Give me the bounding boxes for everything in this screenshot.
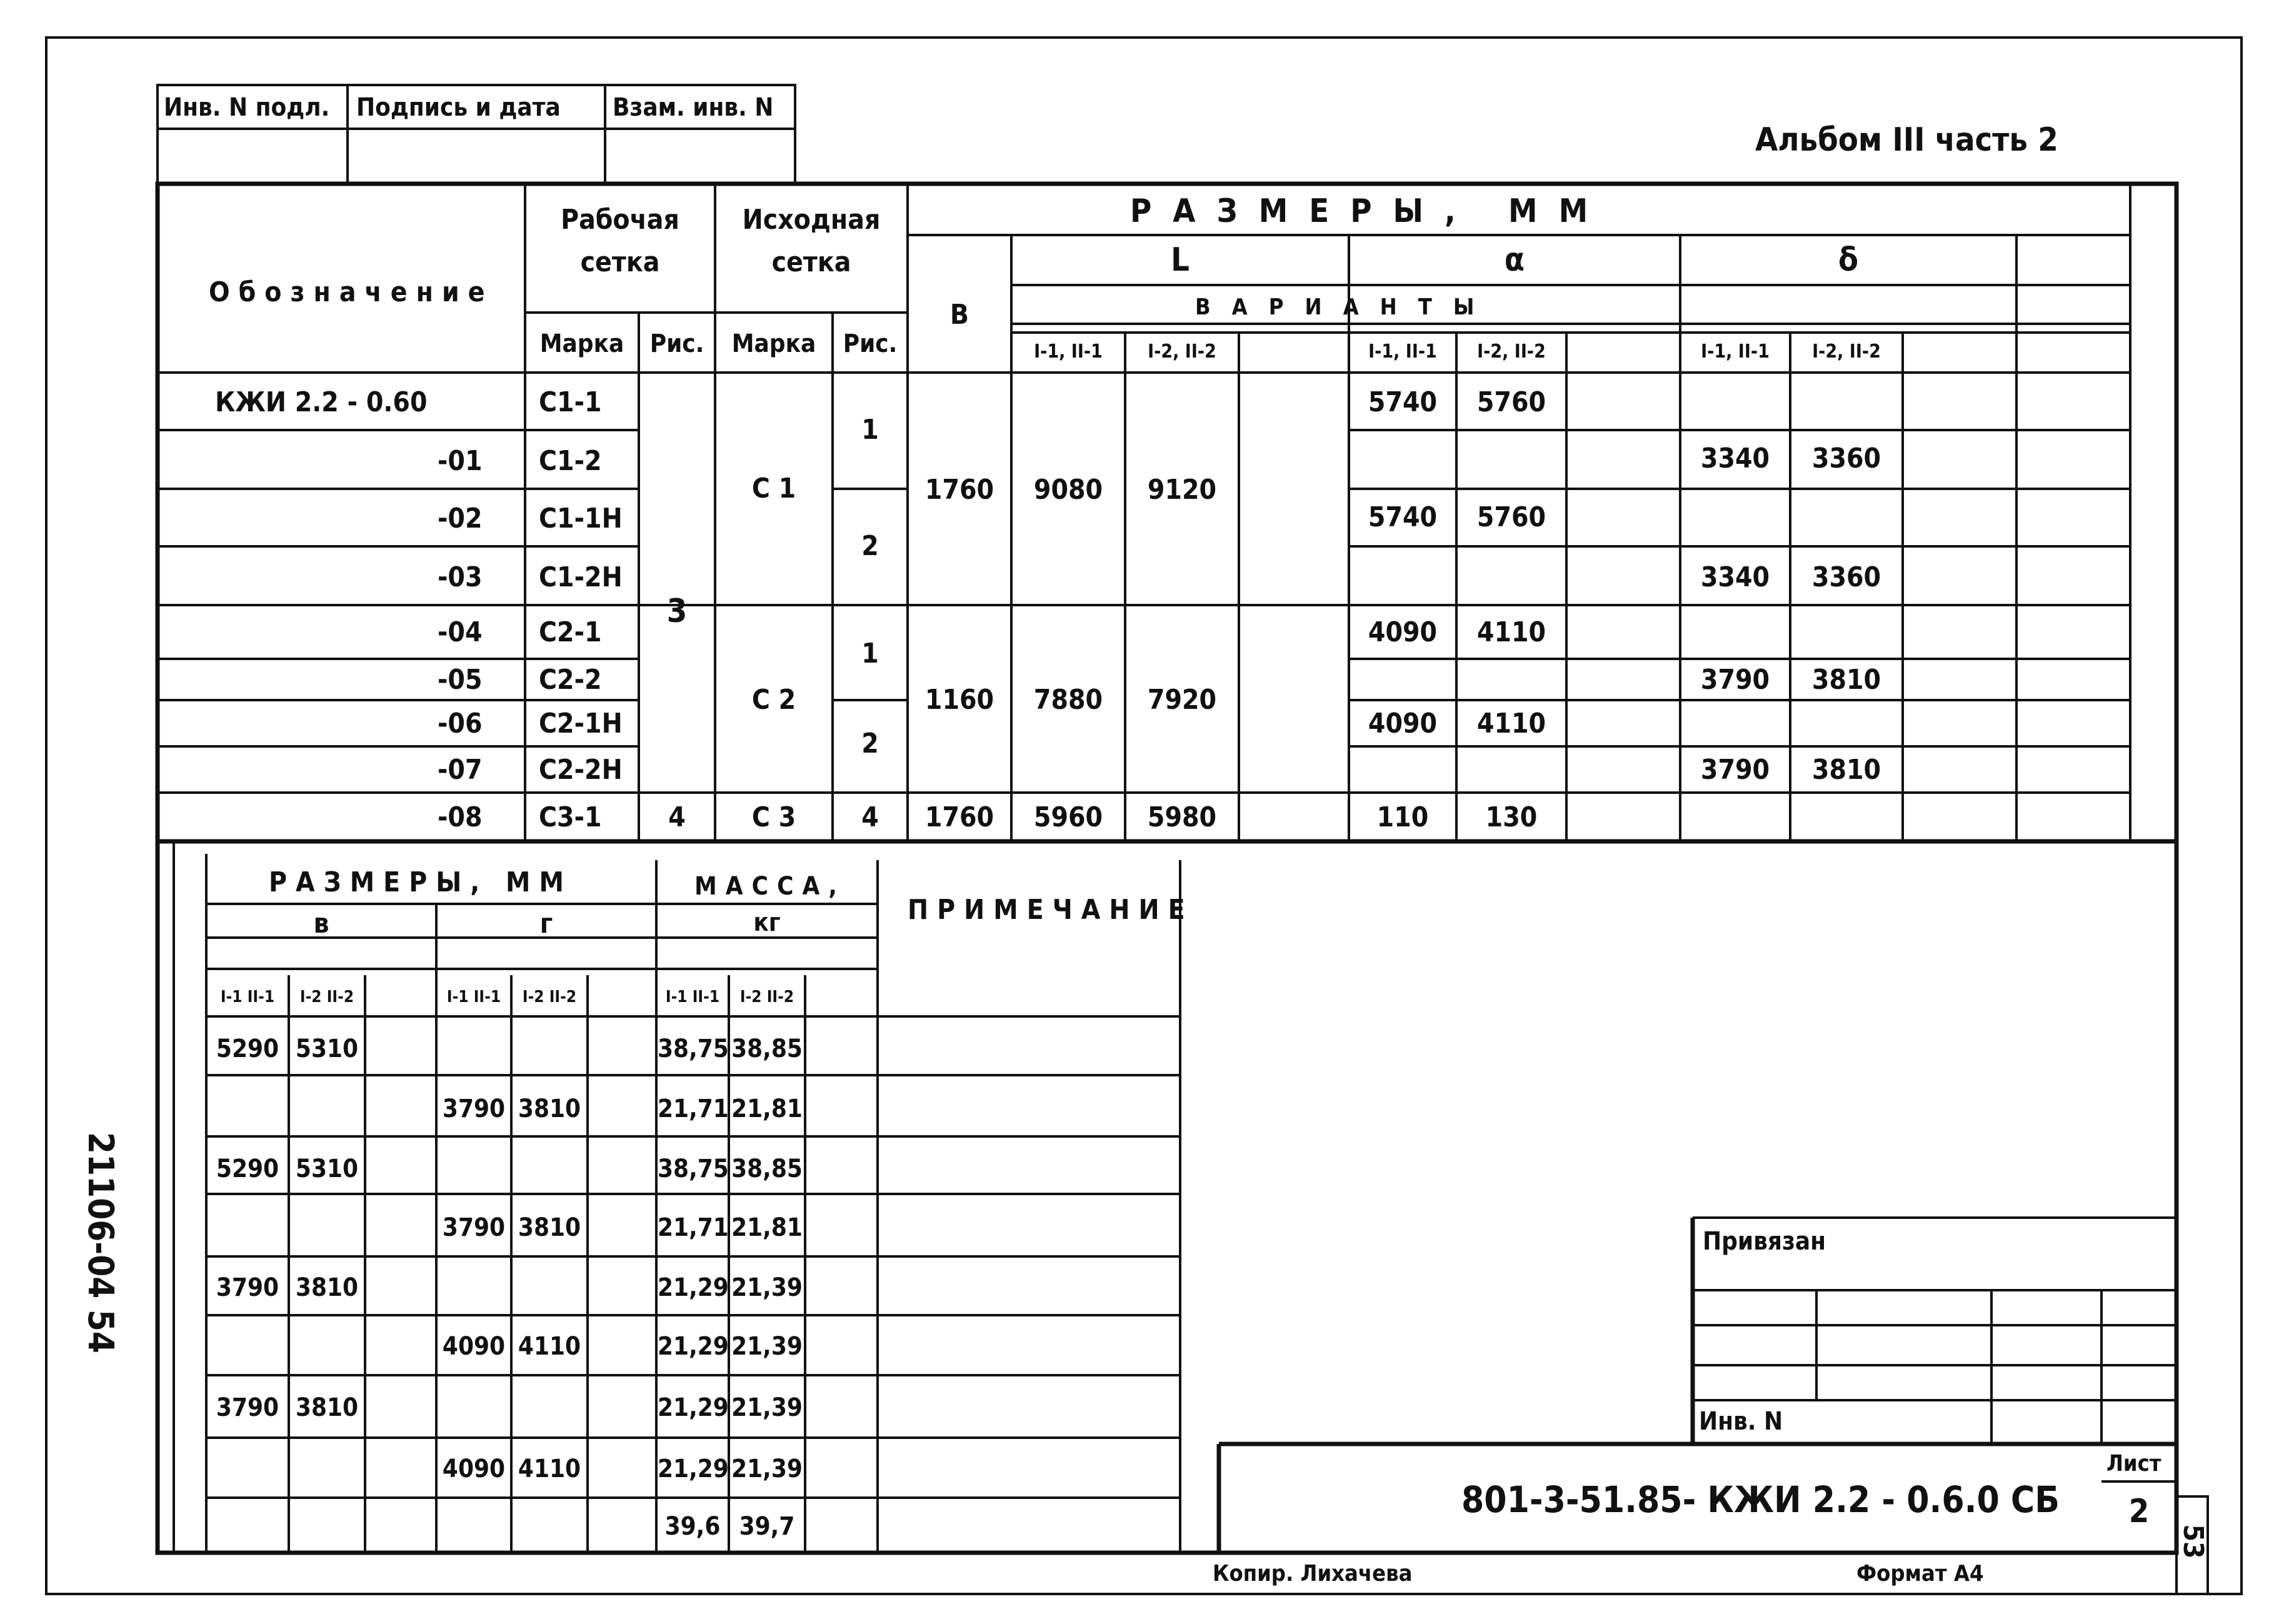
B-c3: 1760 <box>924 801 994 833</box>
stamp-inv-podl: Инв. N подл. <box>164 93 330 122</box>
low-2-m2: 38,85 <box>731 1155 803 1183</box>
low-1-m1: 21,71 <box>658 1095 729 1123</box>
col-L: L <box>1171 241 1190 279</box>
row-8-obozn: -08 <box>438 801 483 833</box>
side-code: 21106-04 54 <box>80 1132 121 1353</box>
lower-sv-g2: I-2 II-2 <box>522 988 577 1006</box>
low-8-m1: 39,6 <box>664 1512 721 1541</box>
low-2-m1: 38,75 <box>658 1155 729 1183</box>
row-3-d1: 3340 <box>1700 561 1770 593</box>
low-4-v1: 3790 <box>216 1273 279 1302</box>
ris-3: 3 <box>666 593 688 630</box>
lower-sv-m1: I-1 II-1 <box>665 988 720 1006</box>
low-1-m2: 21,81 <box>731 1095 803 1123</box>
col-ish-setka-2: сетка <box>771 246 851 278</box>
setka-c3: С 3 <box>751 801 796 833</box>
lower-sv-v1: I-1 II-1 <box>220 988 275 1006</box>
row-6-marka: С2-1Н <box>539 708 623 739</box>
low-5-m2: 21,39 <box>731 1332 803 1361</box>
col-ris-ish: Рис. <box>843 329 898 358</box>
col-razmery: РАЗМЕРЫ, ММ <box>1130 193 1610 230</box>
low-1-g1: 3790 <box>442 1095 506 1123</box>
col-rab-setka-1: Рабочая <box>561 204 679 236</box>
low-3-m1: 21,71 <box>658 1213 729 1242</box>
row-0-obozn: КЖИ 2.2 - 0.60 <box>215 386 428 418</box>
col-marka-rab: Марка <box>539 329 624 358</box>
low-6-v1: 3790 <box>216 1393 279 1422</box>
low-2-v2: 5310 <box>295 1155 359 1183</box>
row-0-a2: 5760 <box>1476 386 1546 418</box>
setka-c2: С 2 <box>751 684 796 716</box>
lower-massa-1: МАССА, <box>694 872 846 901</box>
low-8-m2: 39,7 <box>739 1512 795 1541</box>
tb-inv-n: Инв. N <box>1699 1407 1783 1436</box>
row-4-obozn: -04 <box>438 616 483 648</box>
row-1-obozn: -01 <box>438 445 483 477</box>
row-7-d2: 3810 <box>1811 754 1881 786</box>
low-6-m2: 21,39 <box>731 1393 803 1422</box>
low-3-m2: 21,81 <box>731 1213 803 1242</box>
low-7-m2: 21,39 <box>731 1455 803 1483</box>
low-4-m1: 21,29 <box>658 1273 729 1302</box>
L1-c3: 5960 <box>1033 801 1103 833</box>
lower-col-v: в <box>313 908 329 940</box>
row-5-marka: С2-2 <box>539 664 602 696</box>
row-6-a2: 4110 <box>1476 708 1546 739</box>
var-a1: I-1, II-1 <box>1368 341 1437 363</box>
row-8-marka: С3-1 <box>539 801 602 833</box>
row-3-marka: С1-2Н <box>539 561 623 593</box>
low-0-v2: 5310 <box>295 1035 359 1063</box>
row-5-d2: 3810 <box>1811 664 1881 696</box>
ris-c2a: 1 <box>861 638 879 669</box>
low-4-v2: 3810 <box>295 1273 359 1302</box>
row-2-marka: С1-1Н <box>539 503 623 534</box>
low-7-g1: 4090 <box>442 1455 506 1483</box>
low-0-m1: 38,75 <box>658 1035 729 1063</box>
row-4-a2: 4110 <box>1476 616 1546 648</box>
row-1-d1: 3340 <box>1700 443 1770 474</box>
tb-code: 801-3-51.85- КЖИ 2.2 - 0.6.0 СБ <box>1461 1478 2060 1521</box>
row-2-a2: 5760 <box>1476 501 1546 533</box>
low-5-m1: 21,29 <box>658 1332 729 1361</box>
lower-sv-v2: I-2 II-2 <box>299 988 354 1006</box>
row-7-obozn: -07 <box>438 754 483 786</box>
ris-c1a: 1 <box>861 414 879 446</box>
B-c1: 1760 <box>924 474 994 506</box>
lower-massa-2: кг <box>753 908 781 937</box>
col-oboznachenie: Обозначение <box>209 276 494 308</box>
col-B: В <box>949 299 969 331</box>
col-ris-rab: Рис. <box>649 329 704 358</box>
low-7-g2: 4110 <box>518 1455 581 1483</box>
lower-sv-g1: I-1 II-1 <box>446 988 501 1006</box>
low-6-v2: 3810 <box>295 1393 359 1422</box>
lower-primechanie: ПРИМЕЧАНИЕ <box>908 894 1194 926</box>
row-3-d2: 3360 <box>1811 561 1881 593</box>
col-d: δ <box>1838 241 1859 279</box>
lower-razmery: РАЗМЕРЫ, ММ <box>269 866 573 898</box>
tb-list-no: 2 <box>2128 1493 2150 1530</box>
tb-privyazan: Привязан <box>1703 1227 1826 1256</box>
low-4-m2: 21,39 <box>731 1273 803 1302</box>
ris-c3: 4 <box>861 801 879 833</box>
ris-c2b: 2 <box>861 728 879 759</box>
var-l2: I-2, II-2 <box>1148 341 1216 363</box>
stamp-podpis: Подпись и дата <box>356 93 561 122</box>
L2-c3: 5980 <box>1147 801 1217 833</box>
L1-c1: 9080 <box>1033 474 1103 506</box>
low-2-v1: 5290 <box>216 1155 279 1183</box>
album-label: Альбом III часть 2 <box>1755 121 2058 159</box>
col-rab-setka-2: сетка <box>580 246 660 278</box>
row-0-marka: С1-1 <box>539 386 602 418</box>
var-a2: I-2, II-2 <box>1477 341 1546 363</box>
tb-kopir: Копир. Лихачева <box>1213 1561 1413 1586</box>
var-l1: I-1, II-1 <box>1034 341 1103 363</box>
col-a: α <box>1504 241 1525 279</box>
col-ish-setka-1: Исходная <box>742 204 881 236</box>
row-4-marka: С2-1 <box>539 616 602 648</box>
row-6-a1: 4090 <box>1368 708 1438 739</box>
row-5-d1: 3790 <box>1700 664 1770 696</box>
row-7-marka: С2-2Н <box>539 754 623 786</box>
row-8-a1: 110 <box>1376 801 1429 833</box>
tb-page: 53 <box>2177 1524 2209 1559</box>
col-marka-ish: Марка <box>731 329 816 358</box>
var-d1: I-1, II-1 <box>1701 341 1770 363</box>
col-varianty: ВАРИАНТЫ <box>1195 294 1496 320</box>
low-1-g2: 3810 <box>518 1095 581 1123</box>
L2-c1: 9120 <box>1147 474 1217 506</box>
row-7-d1: 3790 <box>1700 754 1770 786</box>
B-c2: 1160 <box>924 684 994 716</box>
low-0-v1: 5290 <box>216 1035 279 1063</box>
low-3-g2: 3810 <box>518 1213 581 1242</box>
ris-4: 4 <box>668 801 686 833</box>
row-0-a1: 5740 <box>1368 386 1438 418</box>
row-1-marka: С1-2 <box>539 445 602 477</box>
tb-list-label: Лист <box>2106 1451 2161 1476</box>
var-d2: I-2, II-2 <box>1812 341 1881 363</box>
lower-col-g: г <box>539 908 553 940</box>
L1-c2: 7880 <box>1033 684 1103 716</box>
low-0-m2: 38,85 <box>731 1035 803 1063</box>
setka-c1: С 1 <box>751 473 796 504</box>
lower-sv-m2: I-2 II-2 <box>739 988 794 1006</box>
low-6-m1: 21,29 <box>658 1393 729 1422</box>
stamp-vzam: Взам. инв. N <box>613 93 774 122</box>
low-3-g1: 3790 <box>442 1213 506 1242</box>
row-6-obozn: -06 <box>438 708 483 739</box>
low-5-g2: 4110 <box>518 1332 581 1361</box>
low-7-m1: 21,29 <box>658 1455 729 1483</box>
row-1-d2: 3360 <box>1811 443 1881 474</box>
row-3-obozn: -03 <box>438 561 483 593</box>
row-2-a1: 5740 <box>1368 501 1438 533</box>
row-4-a1: 4090 <box>1368 616 1438 648</box>
row-2-obozn: -02 <box>438 503 483 534</box>
row-5-obozn: -05 <box>438 664 483 696</box>
L2-c2: 7920 <box>1147 684 1217 716</box>
row-8-a2: 130 <box>1485 801 1538 833</box>
tb-format: Формат А4 <box>1856 1561 1984 1586</box>
ris-c1b: 2 <box>861 530 879 562</box>
low-5-g1: 4090 <box>442 1332 506 1361</box>
